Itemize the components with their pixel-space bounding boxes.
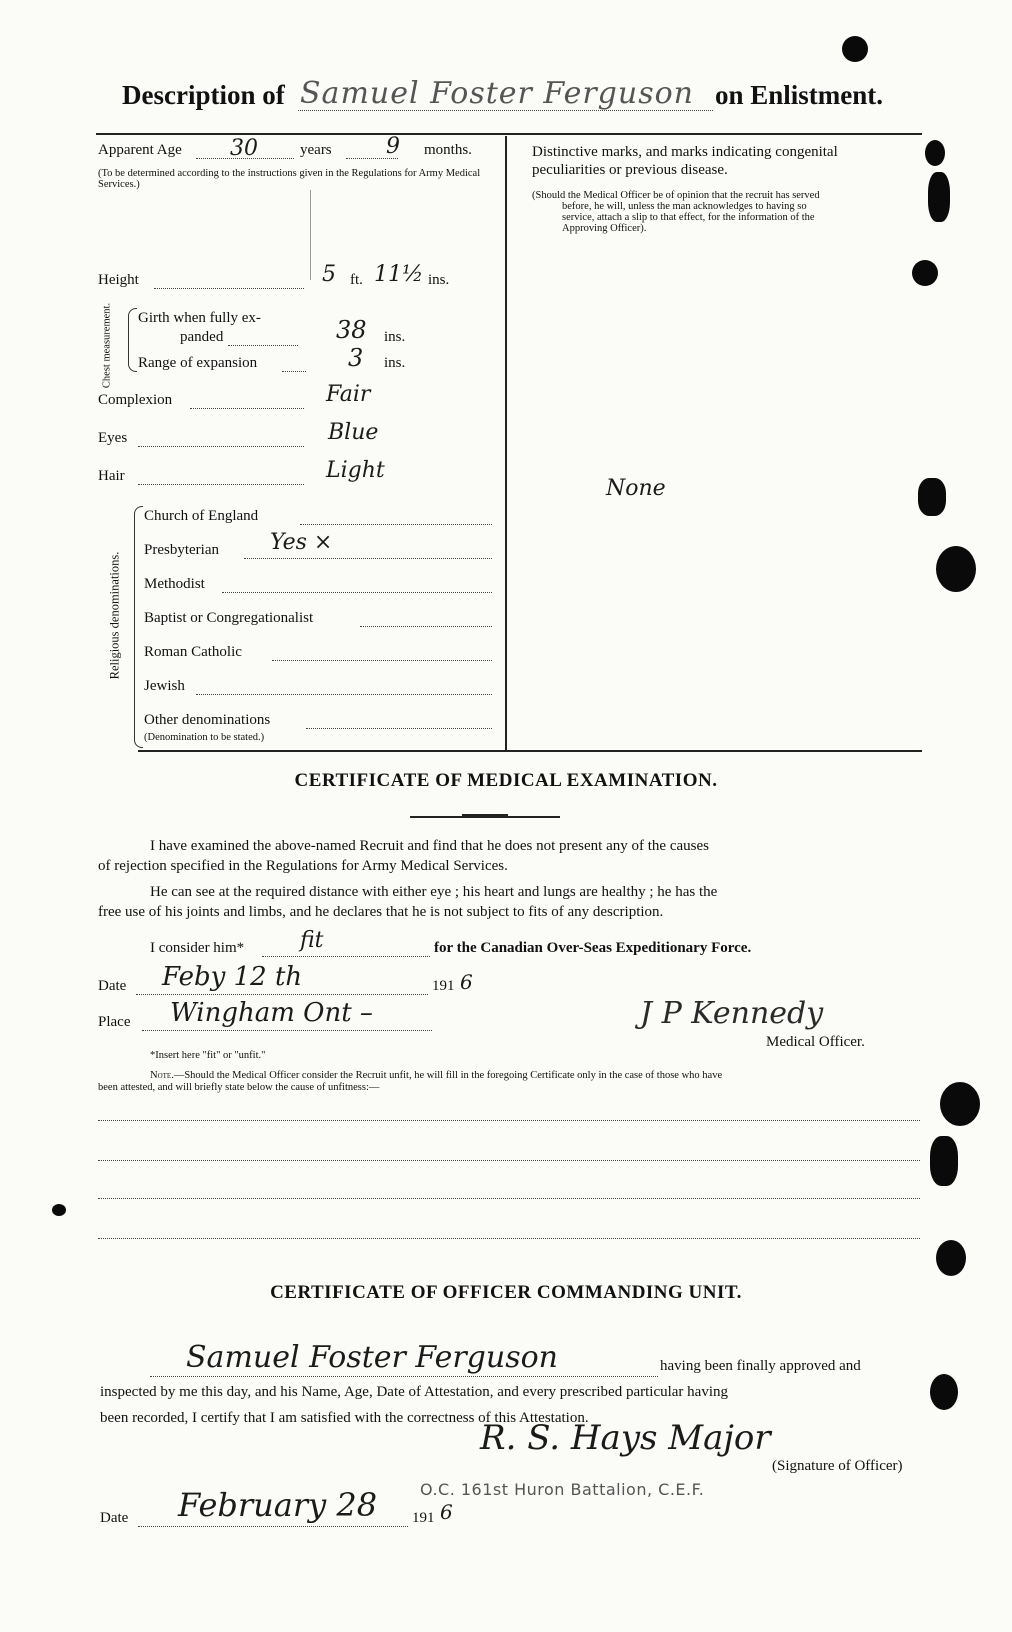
punch-hole-mark bbox=[930, 1136, 958, 1186]
punch-hole-mark bbox=[918, 478, 946, 516]
punch-hole-mark bbox=[842, 36, 868, 62]
unfitness-line bbox=[98, 1120, 920, 1121]
punch-hole-mark bbox=[925, 140, 945, 166]
medical-officer-label: Medical Officer. bbox=[766, 1034, 865, 1050]
commanding-signature-label: (Signature of Officer) bbox=[772, 1458, 903, 1474]
medical-para1-line1: I have examined the above-named Recruit and find that he does not present any of the causes bbox=[150, 838, 709, 854]
complexion-label: Complexion bbox=[98, 392, 173, 408]
header-name-handwritten: Samuel Foster Ferguson bbox=[300, 76, 694, 111]
religion-baptist: Baptist or Congregationalist bbox=[144, 610, 314, 626]
unfitness-line bbox=[98, 1238, 920, 1239]
punch-hole-mark bbox=[52, 1204, 66, 1216]
height-ft-label: ft. bbox=[350, 272, 363, 288]
medical-para1-line2: of rejection specified in the Regulations for Army Medical Services. bbox=[98, 858, 508, 874]
marks-value: None bbox=[606, 476, 666, 501]
range-label: Range of expansion bbox=[138, 355, 258, 371]
punch-hole-mark bbox=[928, 172, 950, 222]
marks-note-line1: (Should the Medical Officer be of opinion that the recruit has served bbox=[532, 190, 820, 201]
height-ins-label: ins. bbox=[428, 272, 450, 288]
religion-church-of-england: Church of England bbox=[144, 508, 259, 524]
commanding-date-value: February 28 bbox=[178, 1486, 378, 1524]
commanding-signature: R. S. Hays Major bbox=[480, 1418, 771, 1458]
unfitness-line bbox=[98, 1160, 920, 1161]
medical-place-label: Place bbox=[98, 1014, 131, 1030]
height-ft-value: 5 bbox=[322, 262, 336, 287]
commanding-line1-suffix: having been finally approved and bbox=[660, 1358, 861, 1374]
punch-hole-mark bbox=[930, 1374, 958, 1410]
chest-group-label: Chest measurement. bbox=[101, 302, 113, 389]
section-rule bbox=[138, 750, 922, 752]
age-years-value: 30 bbox=[230, 136, 258, 161]
medical-title: CERTIFICATE OF MEDICAL EXAMINATION. bbox=[294, 770, 718, 791]
religion-presbyterian: Presbyterian bbox=[144, 542, 219, 558]
religion-presbyterian-value: Yes × bbox=[270, 530, 333, 555]
medical-date-label: Date bbox=[98, 978, 127, 994]
insert-note: *Insert here "fit" or "unfit." bbox=[150, 1050, 266, 1061]
religion-other: Other denominations bbox=[144, 712, 271, 728]
note-text-line1: —Should the Medical Officer consider the Recruit unfit, he will fill in the foregoing Certificate only in the case of those who have bbox=[173, 1070, 723, 1081]
medical-officer-signature: J P Kennedy bbox=[640, 996, 824, 1031]
medical-place-value: Wingham Ont – bbox=[170, 998, 373, 1028]
marks-heading-line2: peculiarities or previous disease. bbox=[532, 162, 728, 178]
unfitness-line bbox=[98, 1198, 920, 1199]
age-note: (To be determined according to the instructions given in the Regulations for Army Medical Services.) bbox=[98, 168, 481, 190]
medical-para2-line1: He can see at the required distance with either eye ; his heart and lungs are healthy ; he has the bbox=[150, 884, 718, 900]
consider-prefix: I consider him* bbox=[150, 940, 245, 956]
range-value: 3 bbox=[348, 344, 364, 372]
header-suffix: on Enlistment. bbox=[715, 80, 884, 110]
eyes-value: Blue bbox=[328, 420, 379, 445]
punch-hole-mark bbox=[940, 1082, 980, 1126]
religion-methodist: Methodist bbox=[144, 576, 205, 592]
complexion-value: Fair bbox=[326, 382, 371, 407]
girth-unit: ins. bbox=[384, 329, 406, 345]
marks-note-line3: service, attach a slip to that effect, for the information of the bbox=[562, 212, 815, 223]
consider-value: fit bbox=[300, 928, 324, 953]
commanding-line3: been recorded, I certify that I am satisfied with the correctness of this Attestation. bbox=[100, 1410, 589, 1426]
girth-label-line2: panded bbox=[180, 329, 224, 345]
religion-group-label: Religious denominations. bbox=[107, 551, 122, 680]
age-months-value: 9 bbox=[386, 134, 400, 159]
religion-roman-catholic: Roman Catholic bbox=[144, 644, 242, 660]
marks-note-line2: before, he will, unless the man acknowledges to having so bbox=[562, 201, 807, 212]
medical-year-printed: 191 bbox=[432, 978, 455, 994]
column-divider bbox=[505, 136, 507, 750]
header-prefix: Description of bbox=[122, 80, 285, 110]
hair-value: Light bbox=[326, 458, 385, 483]
commanding-stamp: O.C. 161st Huron Battalion, C.E.F. bbox=[420, 1480, 705, 1499]
hair-label: Hair bbox=[98, 468, 125, 484]
medical-para2-line2: free use of his joints and limbs, and he declares that he is not subject to fits of any description. bbox=[98, 904, 664, 920]
age-label: Apparent Age bbox=[98, 142, 182, 158]
height-label: Height bbox=[98, 272, 139, 288]
marks-heading-line1: Distinctive marks, and marks indicating congenital bbox=[532, 144, 838, 160]
medical-date-value: Feby 12 th bbox=[162, 962, 303, 992]
marks-note-line4: Approving Officer). bbox=[562, 223, 647, 234]
punch-hole-mark bbox=[936, 546, 976, 592]
commanding-year-written: 6 bbox=[440, 1500, 453, 1524]
age-months-label: months. bbox=[424, 142, 472, 158]
punch-hole-mark bbox=[936, 1240, 966, 1276]
medical-note-line2: been attested, and will briefly state below the cause of unfitness:— bbox=[98, 1082, 380, 1093]
commanding-title: CERTIFICATE OF OFFICER COMMANDING UNIT. bbox=[270, 1282, 742, 1303]
consider-suffix: for the Canadian Over-Seas Expeditionary Force. bbox=[434, 940, 752, 956]
medical-year-written: 6 bbox=[460, 970, 473, 994]
denomination-note: (Denomination to be stated.) bbox=[144, 732, 265, 743]
top-rule bbox=[96, 133, 922, 135]
age-years-label: years bbox=[300, 142, 332, 158]
commanding-year-printed: 191 bbox=[412, 1510, 435, 1526]
commanding-line2: inspected by me this day, and his Name, Age, Date of Attestation, and every prescribed particular having bbox=[100, 1384, 729, 1400]
religion-jewish: Jewish bbox=[144, 678, 185, 694]
range-unit: ins. bbox=[384, 355, 406, 371]
commanding-name-handwritten: Samuel Foster Ferguson bbox=[186, 1340, 558, 1375]
height-ins-value: 11½ bbox=[374, 262, 424, 287]
eyes-label: Eyes bbox=[98, 430, 128, 446]
girth-value: 38 bbox=[336, 316, 367, 344]
commanding-date-label: Date bbox=[100, 1510, 129, 1526]
girth-label-line1: Girth when fully ex- bbox=[138, 310, 261, 326]
medical-note-line1 bbox=[150, 1070, 722, 1081]
punch-hole-mark bbox=[912, 260, 938, 286]
note-label: Note. bbox=[150, 1070, 174, 1081]
